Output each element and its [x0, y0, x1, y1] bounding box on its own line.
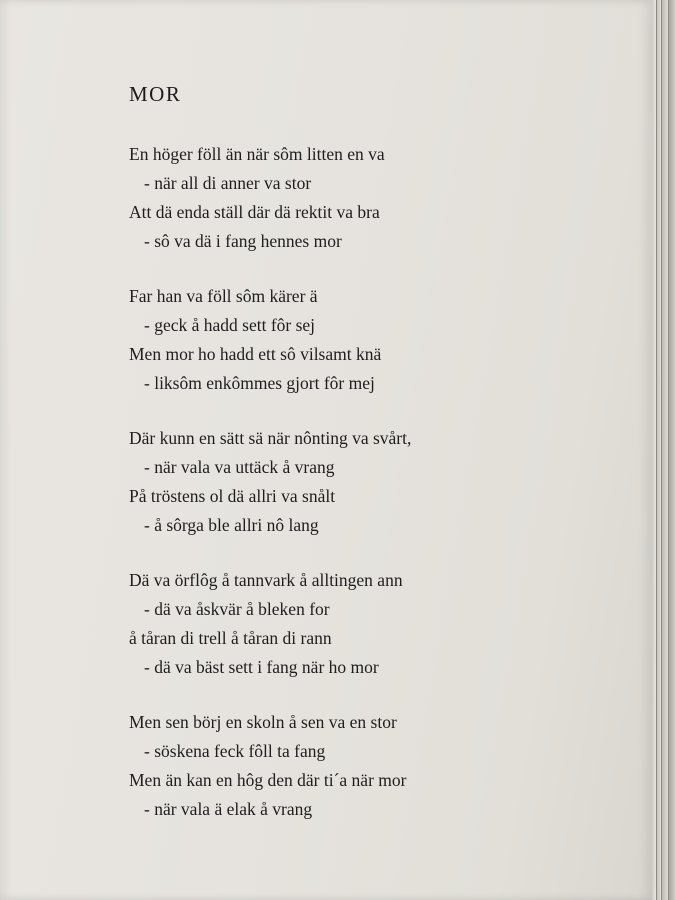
- poem-line: - när all di anner va stor: [144, 173, 312, 193]
- poem-line: Men mor ho hadd ett sô vilsamt knä: [129, 344, 382, 364]
- stanza-3: [129, 424, 411, 540]
- page-edge: [662, 0, 668, 900]
- poem-line: En höger föll än när sôm litten en va: [129, 144, 385, 164]
- poem-body: [129, 140, 411, 850]
- stanza-1: [129, 140, 411, 256]
- poem-title: MOR: [129, 82, 182, 106]
- page-edge: [652, 0, 656, 900]
- poem-line: Men än kan en hôg den där ti´a när mor: [129, 770, 407, 790]
- poem-line: - dä va åskvär å bleken for: [144, 599, 330, 619]
- poem-line: - sô va dä i fang hennes mor: [144, 231, 342, 251]
- poem-line: Där kunn en sätt sä när nônting va svårt,: [129, 428, 412, 448]
- poem-line: - söskena feck fôll ta fang: [144, 741, 326, 761]
- page-edge: [657, 0, 661, 900]
- stanza-5: [129, 708, 411, 824]
- poem-line: - geck å hadd sett fôr sej: [144, 315, 316, 335]
- poem-line: Far han va föll sôm kärer ä: [129, 286, 318, 306]
- poem-line: Dä va örflôg å tannvark å alltingen ann: [129, 570, 403, 590]
- page-edge: [669, 0, 675, 900]
- poem-line: - när vala va uttäck å vrang: [144, 457, 335, 477]
- poem-line: å tåran di trell å tåran di rann: [129, 628, 332, 648]
- poem-line: - å sôrga ble allri nô lang: [144, 515, 319, 535]
- poem-line: - liksôm enkômmes gjort fôr mej: [144, 373, 375, 393]
- poem-line: - när vala ä elak å vrang: [144, 799, 313, 819]
- poem-line: På tröstens ol dä allri va snålt: [129, 486, 336, 506]
- stanza-4: [129, 566, 411, 682]
- stanza-2: [129, 282, 411, 398]
- poem-line: Att dä enda ställ där dä rektit va bra: [129, 202, 380, 222]
- poem-line: - dä va bäst sett i fang när ho mor: [144, 657, 379, 677]
- poem-line: Men sen börj en skoln å sen va en stor: [129, 712, 397, 732]
